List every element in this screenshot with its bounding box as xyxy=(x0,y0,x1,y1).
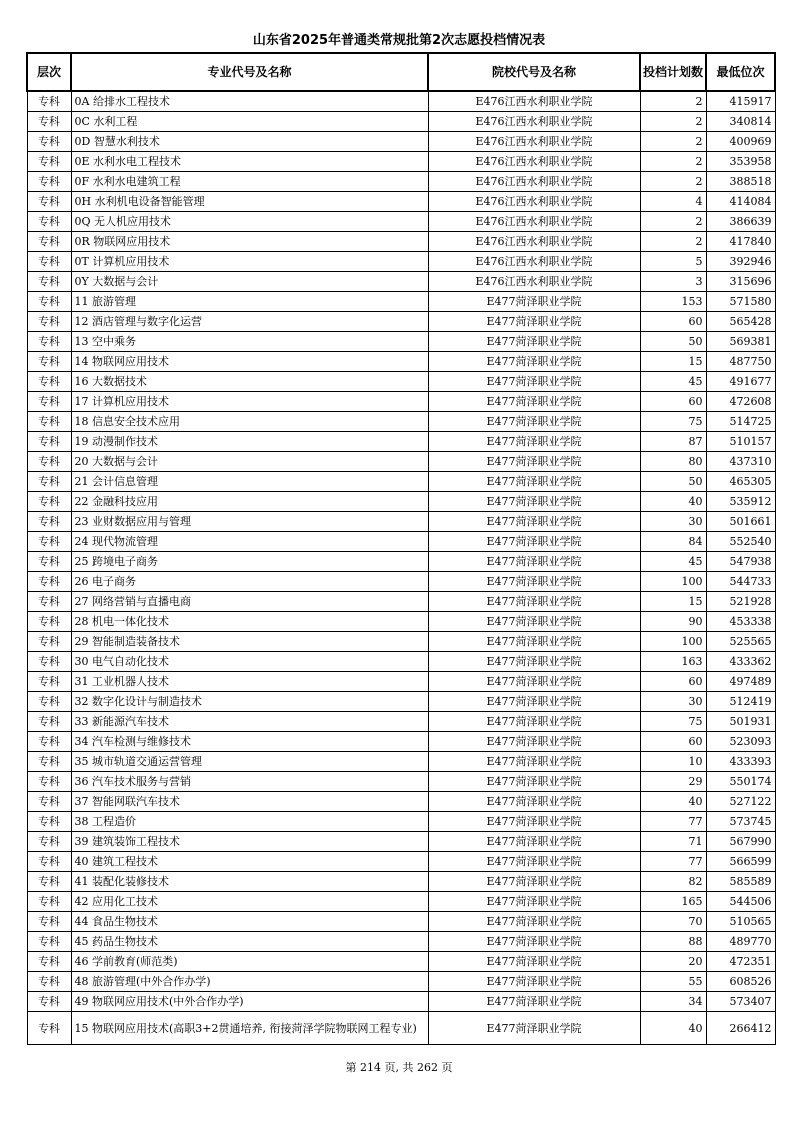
cell-level: 专科 xyxy=(27,692,71,712)
cell-major: 0Y 大数据与会计 xyxy=(71,272,428,292)
cell-school: E476江西水利职业学院 xyxy=(428,232,640,252)
cell-school: E477菏泽职业学院 xyxy=(428,452,640,472)
cell-min-rank: 510565 xyxy=(706,912,775,932)
cell-school: E477菏泽职业学院 xyxy=(428,432,640,452)
cell-level: 专科 xyxy=(27,912,71,932)
table-row xyxy=(27,392,775,412)
cell-major: 0F 水利水电建筑工程 xyxy=(71,172,428,192)
cell-min-rank: 497489 xyxy=(706,672,775,692)
cell-quota: 29 xyxy=(640,772,706,792)
table-row xyxy=(27,312,775,332)
cell-quota: 84 xyxy=(640,532,706,552)
table-row xyxy=(27,732,775,752)
cell-quota: 87 xyxy=(640,432,706,452)
cell-min-rank: 415917 xyxy=(706,91,775,112)
cell-quota: 45 xyxy=(640,552,706,572)
cell-school: E477菏泽职业学院 xyxy=(428,772,640,792)
table-row xyxy=(27,572,775,592)
table-row xyxy=(27,232,775,252)
cell-level: 专科 xyxy=(27,652,71,672)
cell-school: E477菏泽职业学院 xyxy=(428,332,640,352)
table-row xyxy=(27,692,775,712)
cell-level: 专科 xyxy=(27,252,71,272)
cell-major: 49 物联网应用技术(中外合作办学) xyxy=(71,992,428,1012)
cell-min-rank: 386639 xyxy=(706,212,775,232)
cell-major: 20 大数据与会计 xyxy=(71,452,428,472)
table-row xyxy=(27,152,775,172)
cell-min-rank: 433362 xyxy=(706,652,775,672)
cell-major: 0D 智慧水利技术 xyxy=(71,132,428,152)
cell-school: E477菏泽职业学院 xyxy=(428,892,640,912)
table-row xyxy=(27,712,775,732)
table-row xyxy=(27,772,775,792)
cell-quota: 2 xyxy=(640,212,706,232)
cell-quota: 88 xyxy=(640,932,706,952)
cell-major: 11 旅游管理 xyxy=(71,292,428,312)
cell-major: 0C 水利工程 xyxy=(71,112,428,132)
cell-school: E477菏泽职业学院 xyxy=(428,572,640,592)
cell-quota: 60 xyxy=(640,732,706,752)
cell-min-rank: 491677 xyxy=(706,372,775,392)
cell-quota: 5 xyxy=(640,252,706,272)
cell-school: E476江西水利职业学院 xyxy=(428,152,640,172)
cell-school: E477菏泽职业学院 xyxy=(428,812,640,832)
cell-min-rank: 388518 xyxy=(706,172,775,192)
cell-quota: 100 xyxy=(640,632,706,652)
cell-quota: 60 xyxy=(640,672,706,692)
cell-school: E477菏泽职业学院 xyxy=(428,392,640,412)
cell-level: 专科 xyxy=(27,432,71,452)
cell-major: 22 金融科技应用 xyxy=(71,492,428,512)
table-row xyxy=(27,372,775,392)
cell-school: E477菏泽职业学院 xyxy=(428,852,640,872)
cell-school: E477菏泽职业学院 xyxy=(428,832,640,852)
cell-min-rank: 392946 xyxy=(706,252,775,272)
table-row xyxy=(27,112,775,132)
cell-school: E477菏泽职业学院 xyxy=(428,912,640,932)
cell-school: E477菏泽职业学院 xyxy=(428,712,640,732)
table-row xyxy=(27,912,775,932)
cell-min-rank: 512419 xyxy=(706,692,775,712)
cell-major: 48 旅游管理(中外合作办学) xyxy=(71,972,428,992)
cell-quota: 60 xyxy=(640,392,706,412)
table-row xyxy=(27,852,775,872)
page-title: 山东省2025年普通类常规批第2次志愿投档情况表 xyxy=(252,33,546,48)
cell-level: 专科 xyxy=(27,512,71,532)
cell-min-rank: 567990 xyxy=(706,832,775,852)
cell-level: 专科 xyxy=(27,372,71,392)
table-row xyxy=(27,1012,775,1045)
cell-quota: 2 xyxy=(640,91,706,112)
page-footer: 第 214 页, 共 262 页 xyxy=(345,1061,453,1074)
cell-school: E476江西水利职业学院 xyxy=(428,272,640,292)
cell-quota: 3 xyxy=(640,272,706,292)
table-body xyxy=(27,91,775,1045)
cell-min-rank: 544506 xyxy=(706,892,775,912)
cell-major: 12 酒店管理与数字化运营 xyxy=(71,312,428,332)
cell-school: E477菏泽职业学院 xyxy=(428,692,640,712)
cell-major: 30 电气自动化技术 xyxy=(71,652,428,672)
cell-level: 专科 xyxy=(27,752,71,772)
cell-school: E477菏泽职业学院 xyxy=(428,352,640,372)
cell-quota: 71 xyxy=(640,832,706,852)
table-row xyxy=(27,952,775,972)
cell-major: 29 智能制造装备技术 xyxy=(71,632,428,652)
table-header-row xyxy=(27,53,775,91)
cell-min-rank: 544733 xyxy=(706,572,775,592)
table-row xyxy=(27,892,775,912)
table-row xyxy=(27,872,775,892)
cell-school: E477菏泽职业学院 xyxy=(428,292,640,312)
cell-quota: 15 xyxy=(640,352,706,372)
cell-min-rank: 569381 xyxy=(706,332,775,352)
cell-quota: 40 xyxy=(640,1012,706,1045)
cell-major: 40 建筑工程技术 xyxy=(71,852,428,872)
cell-level: 专科 xyxy=(27,812,71,832)
cell-min-rank: 527122 xyxy=(706,792,775,812)
cell-major: 45 药品生物技术 xyxy=(71,932,428,952)
cell-school: E477菏泽职业学院 xyxy=(428,672,640,692)
table-row xyxy=(27,292,775,312)
cell-level: 专科 xyxy=(27,292,71,312)
cell-min-rank: 472608 xyxy=(706,392,775,412)
cell-min-rank: 550174 xyxy=(706,772,775,792)
table-row xyxy=(27,932,775,952)
cell-quota: 2 xyxy=(640,112,706,132)
cell-min-rank: 523093 xyxy=(706,732,775,752)
cell-min-rank: 489770 xyxy=(706,932,775,952)
cell-quota: 70 xyxy=(640,912,706,932)
cell-quota: 34 xyxy=(640,992,706,1012)
cell-level: 专科 xyxy=(27,992,71,1012)
table-row xyxy=(27,832,775,852)
cell-level: 专科 xyxy=(27,132,71,152)
table-row xyxy=(27,332,775,352)
cell-major: 34 汽车检测与维修技术 xyxy=(71,732,428,752)
cell-level: 专科 xyxy=(27,412,71,432)
header-min-rank: 最低位次 xyxy=(706,53,775,91)
cell-min-rank: 315696 xyxy=(706,272,775,292)
cell-school: E477菏泽职业学院 xyxy=(428,932,640,952)
cell-school: E477菏泽职业学院 xyxy=(428,492,640,512)
cell-major: 0Q 无人机应用技术 xyxy=(71,212,428,232)
cell-min-rank: 552540 xyxy=(706,532,775,552)
cell-major: 0R 物联网应用技术 xyxy=(71,232,428,252)
cell-level: 专科 xyxy=(27,332,71,352)
cell-major: 21 会计信息管理 xyxy=(71,472,428,492)
cell-level: 专科 xyxy=(27,972,71,992)
cell-school: E476江西水利职业学院 xyxy=(428,192,640,212)
cell-major: 0E 水利水电工程技术 xyxy=(71,152,428,172)
cell-major: 23 业财数据应用与管理 xyxy=(71,512,428,532)
cell-major: 31 工业机器人技术 xyxy=(71,672,428,692)
table-row xyxy=(27,812,775,832)
cell-min-rank: 501661 xyxy=(706,512,775,532)
table-row xyxy=(27,752,775,772)
table-row xyxy=(27,352,775,372)
table-row xyxy=(27,792,775,812)
cell-min-rank: 437310 xyxy=(706,452,775,472)
cell-quota: 50 xyxy=(640,332,706,352)
table-row xyxy=(27,612,775,632)
cell-quota: 40 xyxy=(640,492,706,512)
cell-min-rank: 487750 xyxy=(706,352,775,372)
cell-level: 专科 xyxy=(27,832,71,852)
header-quota: 投档计划数 xyxy=(640,53,706,91)
cell-level: 专科 xyxy=(27,212,71,232)
cell-major: 0A 给排水工程技术 xyxy=(71,91,428,112)
table-row xyxy=(27,632,775,652)
cell-level: 专科 xyxy=(27,632,71,652)
cell-min-rank: 353958 xyxy=(706,152,775,172)
cell-school: E477菏泽职业学院 xyxy=(428,312,640,332)
cell-quota: 100 xyxy=(640,572,706,592)
header-school: 院校代号及名称 xyxy=(428,53,640,91)
cell-level: 专科 xyxy=(27,712,71,732)
cell-level: 专科 xyxy=(27,472,71,492)
cell-level: 专科 xyxy=(27,932,71,952)
cell-major: 38 工程造价 xyxy=(71,812,428,832)
cell-major: 18 信息安全技术应用 xyxy=(71,412,428,432)
cell-major: 0H 水利机电设备智能管理 xyxy=(71,192,428,212)
table-row xyxy=(27,672,775,692)
cell-school: E477菏泽职业学院 xyxy=(428,1012,640,1045)
cell-quota: 45 xyxy=(640,372,706,392)
cell-level: 专科 xyxy=(27,232,71,252)
table-row xyxy=(27,452,775,472)
cell-level: 专科 xyxy=(27,592,71,612)
cell-level: 专科 xyxy=(27,532,71,552)
cell-min-rank: 566599 xyxy=(706,852,775,872)
table-row xyxy=(27,412,775,432)
cell-school: E477菏泽职业学院 xyxy=(428,372,640,392)
cell-quota: 80 xyxy=(640,452,706,472)
cell-major: 33 新能源汽车技术 xyxy=(71,712,428,732)
cell-quota: 55 xyxy=(640,972,706,992)
header-level: 层次 xyxy=(27,53,71,91)
cell-level: 专科 xyxy=(27,352,71,372)
cell-school: E477菏泽职业学院 xyxy=(428,792,640,812)
table-row xyxy=(27,532,775,552)
cell-level: 专科 xyxy=(27,792,71,812)
cell-school: E477菏泽职业学院 xyxy=(428,612,640,632)
cell-major: 0T 计算机应用技术 xyxy=(71,252,428,272)
cell-min-rank: 266412 xyxy=(706,1012,775,1045)
cell-school: E477菏泽职业学院 xyxy=(428,652,640,672)
cell-school: E476江西水利职业学院 xyxy=(428,212,640,232)
cell-school: E477菏泽职业学院 xyxy=(428,412,640,432)
table-row xyxy=(27,91,775,112)
table-row xyxy=(27,972,775,992)
cell-major: 15 物联网应用技术(高职3+2贯通培养, 衔接菏泽学院物联网工程专业) xyxy=(71,1012,428,1045)
cell-major: 36 汽车技术服务与营销 xyxy=(71,772,428,792)
cell-level: 专科 xyxy=(27,572,71,592)
table-row xyxy=(27,212,775,232)
cell-min-rank: 547938 xyxy=(706,552,775,572)
cell-quota: 10 xyxy=(640,752,706,772)
cell-school: E477菏泽职业学院 xyxy=(428,992,640,1012)
cell-level: 专科 xyxy=(27,112,71,132)
cell-major: 28 机电一体化技术 xyxy=(71,612,428,632)
cell-min-rank: 525565 xyxy=(706,632,775,652)
cell-level: 专科 xyxy=(27,872,71,892)
cell-quota: 20 xyxy=(640,952,706,972)
cell-level: 专科 xyxy=(27,732,71,752)
cell-major: 26 电子商务 xyxy=(71,572,428,592)
cell-min-rank: 510157 xyxy=(706,432,775,452)
table-row xyxy=(27,272,775,292)
cell-major: 25 跨境电子商务 xyxy=(71,552,428,572)
cell-school: E476江西水利职业学院 xyxy=(428,172,640,192)
cell-min-rank: 573745 xyxy=(706,812,775,832)
cell-min-rank: 565428 xyxy=(706,312,775,332)
cell-school: E476江西水利职业学院 xyxy=(428,132,640,152)
cell-level: 专科 xyxy=(27,492,71,512)
cell-major: 13 空中乘务 xyxy=(71,332,428,352)
table-row xyxy=(27,592,775,612)
cell-min-rank: 414084 xyxy=(706,192,775,212)
cell-school: E477菏泽职业学院 xyxy=(428,532,640,552)
table-row xyxy=(27,252,775,272)
cell-quota: 2 xyxy=(640,172,706,192)
cell-min-rank: 433393 xyxy=(706,752,775,772)
cell-level: 专科 xyxy=(27,772,71,792)
cell-quota: 2 xyxy=(640,152,706,172)
cell-major: 46 学前教育(师范类) xyxy=(71,952,428,972)
cell-min-rank: 608526 xyxy=(706,972,775,992)
cell-major: 27 网络营销与直播电商 xyxy=(71,592,428,612)
cell-quota: 4 xyxy=(640,192,706,212)
cell-level: 专科 xyxy=(27,452,71,472)
table-row xyxy=(27,132,775,152)
cell-min-rank: 571580 xyxy=(706,292,775,312)
table-row xyxy=(27,492,775,512)
cell-min-rank: 501931 xyxy=(706,712,775,732)
cell-school: E477菏泽职业学院 xyxy=(428,872,640,892)
cell-min-rank: 340814 xyxy=(706,112,775,132)
cell-school: E477菏泽职业学院 xyxy=(428,552,640,572)
cell-quota: 30 xyxy=(640,512,706,532)
cell-major: 19 动漫制作技术 xyxy=(71,432,428,452)
cell-major: 39 建筑装饰工程技术 xyxy=(71,832,428,852)
cell-quota: 30 xyxy=(640,692,706,712)
cell-quota: 2 xyxy=(640,232,706,252)
cell-school: E476江西水利职业学院 xyxy=(428,252,640,272)
cell-min-rank: 472351 xyxy=(706,952,775,972)
cell-min-rank: 453338 xyxy=(706,612,775,632)
cell-quota: 50 xyxy=(640,472,706,492)
cell-quota: 153 xyxy=(640,292,706,312)
header-major: 专业代号及名称 xyxy=(71,53,428,91)
cell-min-rank: 573407 xyxy=(706,992,775,1012)
cell-school: E477菏泽职业学院 xyxy=(428,472,640,492)
cell-quota: 90 xyxy=(640,612,706,632)
cell-major: 24 现代物流管理 xyxy=(71,532,428,552)
cell-major: 42 应用化工技术 xyxy=(71,892,428,912)
cell-min-rank: 400969 xyxy=(706,132,775,152)
cell-school: E477菏泽职业学院 xyxy=(428,732,640,752)
cell-school: E477菏泽职业学院 xyxy=(428,952,640,972)
cell-level: 专科 xyxy=(27,172,71,192)
cell-level: 专科 xyxy=(27,392,71,412)
cell-level: 专科 xyxy=(27,952,71,972)
admission-table xyxy=(26,52,776,1045)
cell-quota: 40 xyxy=(640,792,706,812)
cell-major: 17 计算机应用技术 xyxy=(71,392,428,412)
cell-min-rank: 514725 xyxy=(706,412,775,432)
cell-min-rank: 535912 xyxy=(706,492,775,512)
table-row xyxy=(27,992,775,1012)
table-row xyxy=(27,432,775,452)
cell-major: 44 食品生物技术 xyxy=(71,912,428,932)
table-row xyxy=(27,172,775,192)
cell-school: E477菏泽职业学院 xyxy=(428,632,640,652)
cell-level: 专科 xyxy=(27,612,71,632)
cell-min-rank: 417840 xyxy=(706,232,775,252)
cell-level: 专科 xyxy=(27,312,71,332)
cell-quota: 165 xyxy=(640,892,706,912)
cell-major: 37 智能网联汽车技术 xyxy=(71,792,428,812)
cell-major: 14 物联网应用技术 xyxy=(71,352,428,372)
cell-level: 专科 xyxy=(27,892,71,912)
cell-school: E477菏泽职业学院 xyxy=(428,592,640,612)
cell-school: E476江西水利职业学院 xyxy=(428,91,640,112)
cell-min-rank: 521928 xyxy=(706,592,775,612)
cell-level: 专科 xyxy=(27,192,71,212)
table-row xyxy=(27,192,775,212)
table-row xyxy=(27,552,775,572)
cell-level: 专科 xyxy=(27,1012,71,1045)
cell-min-rank: 585589 xyxy=(706,872,775,892)
table-row xyxy=(27,652,775,672)
cell-school: E477菏泽职业学院 xyxy=(428,752,640,772)
cell-quota: 75 xyxy=(640,712,706,732)
cell-quota: 77 xyxy=(640,852,706,872)
cell-quota: 2 xyxy=(640,132,706,152)
cell-level: 专科 xyxy=(27,272,71,292)
cell-level: 专科 xyxy=(27,91,71,112)
cell-major: 41 装配化装修技术 xyxy=(71,872,428,892)
cell-level: 专科 xyxy=(27,152,71,172)
cell-quota: 77 xyxy=(640,812,706,832)
cell-school: E476江西水利职业学院 xyxy=(428,112,640,132)
table-row xyxy=(27,512,775,532)
cell-quota: 60 xyxy=(640,312,706,332)
cell-major: 35 城市轨道交通运营管理 xyxy=(71,752,428,772)
cell-quota: 163 xyxy=(640,652,706,672)
cell-quota: 75 xyxy=(640,412,706,432)
cell-major: 16 大数据技术 xyxy=(71,372,428,392)
cell-school: E477菏泽职业学院 xyxy=(428,512,640,532)
cell-major: 32 数字化设计与制造技术 xyxy=(71,692,428,712)
cell-level: 专科 xyxy=(27,672,71,692)
cell-level: 专科 xyxy=(27,552,71,572)
cell-level: 专科 xyxy=(27,852,71,872)
cell-quota: 82 xyxy=(640,872,706,892)
cell-school: E477菏泽职业学院 xyxy=(428,972,640,992)
table-row xyxy=(27,472,775,492)
cell-min-rank: 465305 xyxy=(706,472,775,492)
cell-quota: 15 xyxy=(640,592,706,612)
